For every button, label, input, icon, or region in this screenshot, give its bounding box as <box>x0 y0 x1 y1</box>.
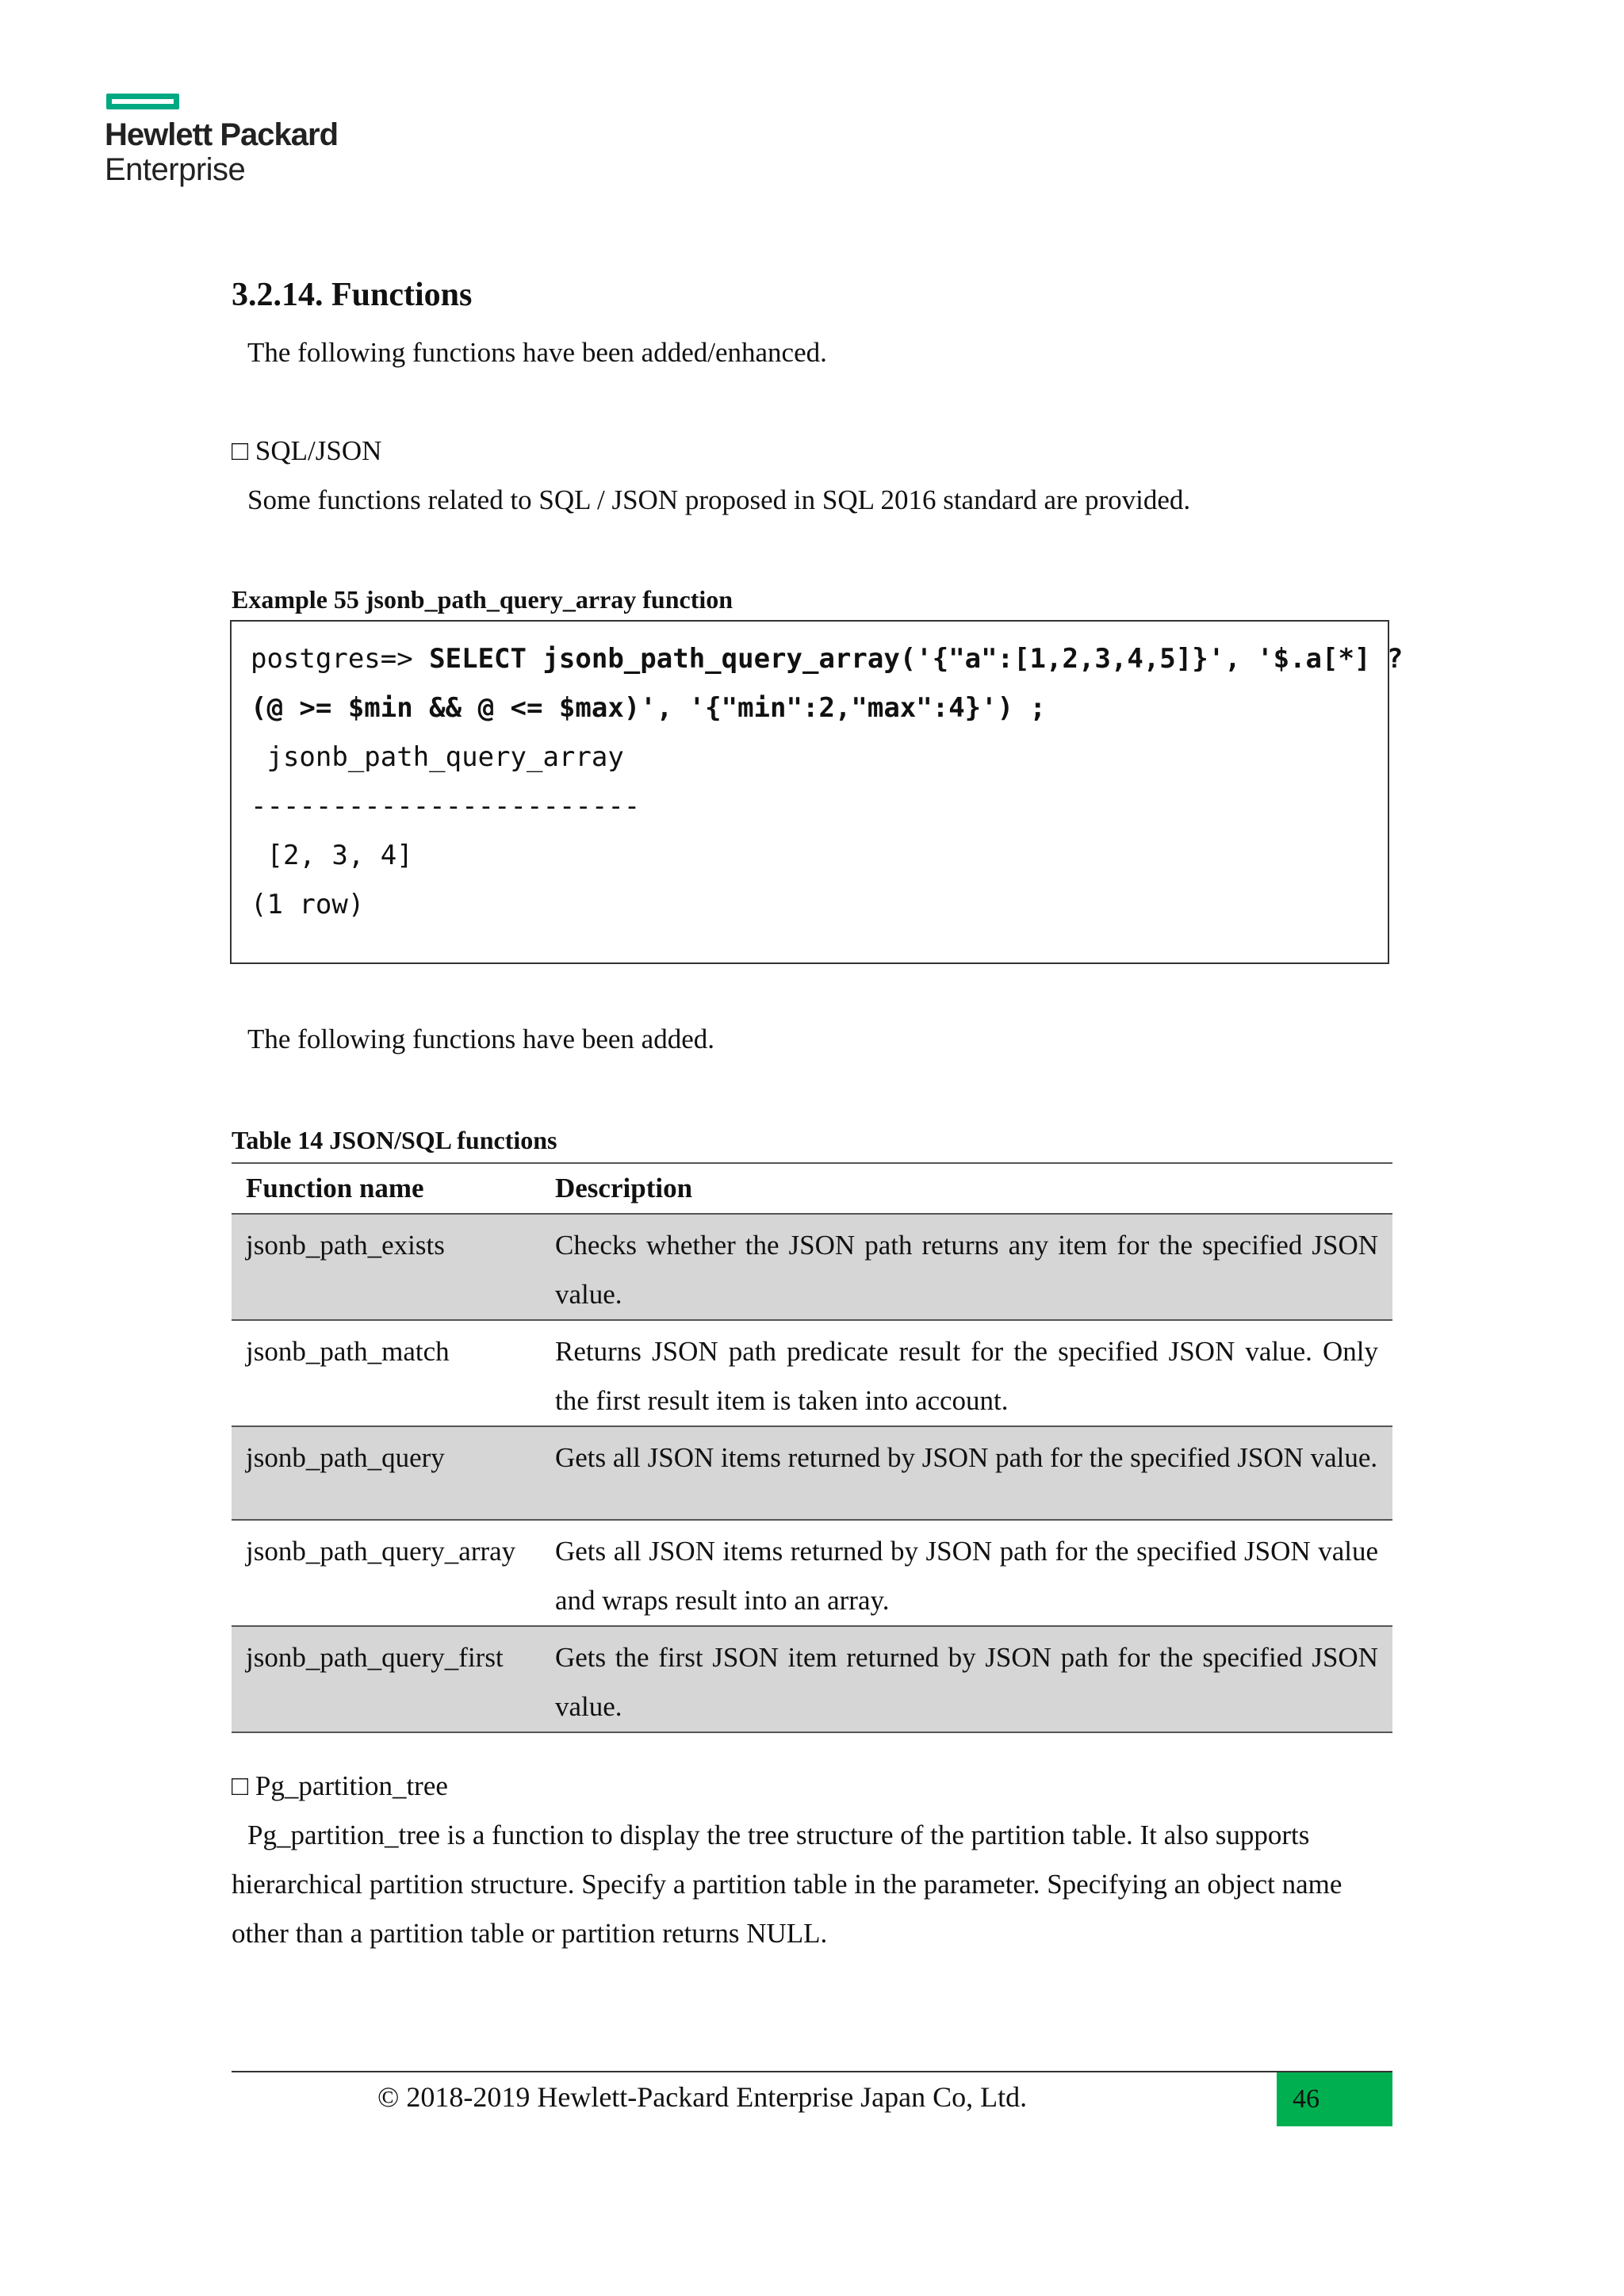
page-number: 46 <box>1277 2072 1392 2126</box>
partition-text-line2: hierarchical partition structure. Specify a partition table in the parameter. Specifying an object name <box>232 1869 1342 1900</box>
code-line-5: [2, 3, 4] <box>251 840 413 871</box>
function-name-cell: jsonb_path_query <box>232 1426 541 1520</box>
footer-rule <box>232 2071 1392 2072</box>
code-example-box <box>230 620 1404 964</box>
code-prompt: postgres=> <box>251 643 430 675</box>
description-cell: Gets all JSON items returned by JSON path for the specified JSON value. <box>541 1426 1392 1520</box>
sqljson-bullet: □ SQL/JSON <box>232 435 382 466</box>
footer-copyright: © 2018-2019 Hewlett-Packard Enterprise Japan Co, Ltd. <box>377 2081 1028 2113</box>
function-name-cell: jsonb_path_exists <box>232 1214 541 1320</box>
added-functions-text: The following functions have been added. <box>247 1024 714 1054</box>
code-line-3: jsonb_path_query_array <box>251 741 624 773</box>
example-caption: Example 55 jsonb_path_query_array function <box>232 585 733 614</box>
hpe-logo-bar-icon <box>106 94 179 109</box>
table-row <box>232 1426 1392 1520</box>
hpe-logo <box>105 94 338 187</box>
description-cell: Returns JSON path predicate result for the specified JSON value. Only the first result item is taken into account. <box>541 1320 1392 1426</box>
partition-text-line1: Pg_partition_tree is a function to display the tree structure of the partition table. It also supports <box>247 1820 1310 1850</box>
code-line-4: ------------------------ <box>251 790 641 822</box>
table-header-row <box>232 1163 1392 1214</box>
table-row <box>232 1320 1392 1426</box>
table-row <box>232 1626 1392 1732</box>
partition-text-line3: other than a partition table or partition returns NULL. <box>232 1918 828 1949</box>
functions-table <box>232 1162 1392 1733</box>
function-name-cell: jsonb_path_query_array <box>232 1520 541 1626</box>
function-name-cell: jsonb_path_query_first <box>232 1626 541 1732</box>
logo-text-line1: Hewlett Packard <box>105 117 339 152</box>
table-row <box>232 1520 1392 1626</box>
sqljson-description: Some functions related to SQL / JSON proposed in SQL 2016 standard are provided. <box>247 484 1191 515</box>
table-caption: Table 14 JSON/SQL functions <box>232 1126 557 1154</box>
description-cell: Gets the first JSON item returned by JSON path for the specified JSON value. <box>541 1626 1392 1732</box>
table-row <box>232 1214 1392 1320</box>
code-line-2: (@ >= $min && @ <= $max)', '{"min":2,"max":4}') ; <box>251 692 1047 724</box>
description-cell: Gets all JSON items returned by JSON path for the specified JSON value and wraps result into an array. <box>541 1520 1392 1626</box>
code-line-1 <box>251 634 1404 683</box>
logo-text-line2: Enterprise <box>105 152 246 187</box>
code-line-6: (1 row) <box>251 889 365 920</box>
description-cell: Checks whether the JSON path returns any item for the specified JSON value. <box>541 1214 1392 1320</box>
function-name-cell: jsonb_path_match <box>232 1320 541 1426</box>
header-description: Description <box>541 1163 1392 1214</box>
partition-bullet: □ Pg_partition_tree <box>232 1770 448 1801</box>
code-command: SELECT jsonb_path_query_array('{"a":[1,2,3,4,5]}', '$.a[*] ? <box>429 643 1404 675</box>
header-function-name: Function name <box>232 1163 541 1214</box>
section-heading: 3.2.14. Functions <box>232 277 473 313</box>
section-intro: The following functions have been added/enhanced. <box>247 337 827 368</box>
